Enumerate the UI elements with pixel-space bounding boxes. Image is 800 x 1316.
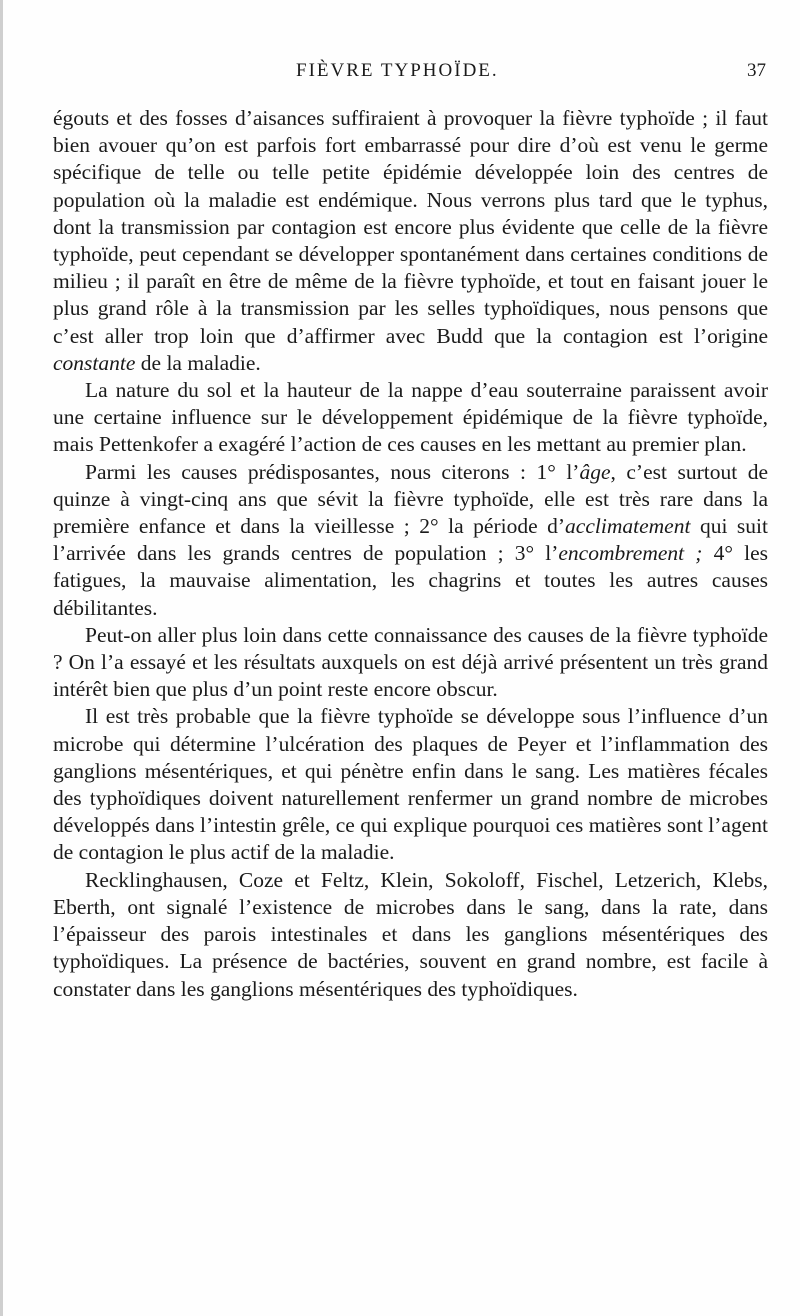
paragraph-predisposing-causes: Parmi les causes prédisposantes, nous citerons : 1° l’âge, c’est surtout de quinze à vingt-cinq ans que sévit la fièvre typhoïde, elle est très rare dans la première enfance et dans la vieillesse ; 2° la période d’acclimatement qui suit l’arrivée dans les grands centres de population ; 3° l’encombrement ; 4° les fatigues, la mauvaise alimentation, les chagrins et toutes les autres causes débilitantes. [53, 459, 768, 620]
page-number: 37 [747, 60, 766, 81]
paragraph-microbe: Il est très probable que la fièvre typhoïde se développe sous l’influence d’un microbe qui détermine l’ulcération des plaques de Peyer et l’inflammation des ganglions mésentériques, et qui pénètre enfin dans le sang. Les matières fécales des typhoïdiques doivent naturellement renfermer un grand nombre de microbes développés dans l’intestin grêle, ce qui explique pourquoi ces matières sont l’agent de contagion le plus actif de la maladie. [53, 704, 768, 865]
running-title: FIÈVRE TYPHOÏDE. [296, 60, 499, 81]
paragraph-researchers: Recklinghausen, Coze et Feltz, Klein, Sokoloff, Fischel, Letzerich, Klebs, Eberth, ont signalé l’existence de microbes dans le sang, dans la rate, dans l’épaisseur des parois intestinales et dans les ganglions mésentériques des typhoïdiques. La présence de bactéries, souvent en grand nombre, est facile à constater dans les ganglions mésentériques des typhoïdiques. [53, 867, 768, 1001]
paragraph-continuation: égouts et des fosses d’aisances suffiraient à provoquer la fièvre typhoïde ; il faut bien avouer qu’on est parfois fort embarrassé pour dire d’où est venu le germe spécifique de telle ou telle petite épidémie développée loin des centres de population où la maladie est endémique. Nous verrons plus tard que le typhus, dont la transmission par contagion est encore plus évidente que celle de la fièvre typhoïde, peut cependant se développer spontanément dans certaines conditions de milieu ; il paraît en être de même de la fièvre typhoïde, et tout en faisant jouer le plus grand rôle à la transmission par les selles typhoïdiques, nous pensons que c’est aller trop loin que d’affirmer avec Budd que la contagion est l’origine constante de la maladie. [53, 106, 768, 375]
emphasis-constante: constante [53, 350, 136, 375]
emphasis-age: âge [579, 459, 611, 484]
emphasis-acclimatement: acclimatement [565, 514, 691, 539]
body-text [53, 105, 768, 1003]
page-header [236, 60, 766, 88]
page-edge [0, 0, 3, 1316]
paragraph-soil: La nature du sol et la hauteur de la nappe d’eau souterraine paraissent avoir une certaine influence sur le développement épidémique de la fièvre typhoïde, mais Pettenkofer a exagéré l’action de ces causes en les mettant au premier plan. [53, 378, 768, 457]
paragraph-knowledge: Peut-on aller plus loin dans cette connaissance des causes de la fièvre typhoïde ? On l’a essayé et les résultats auxquels on est déjà arrivé présentent un très grand intérêt bien que plus d’un point reste encore obscur. [53, 622, 768, 702]
emphasis-encombrement: encombrement ; [558, 541, 703, 566]
